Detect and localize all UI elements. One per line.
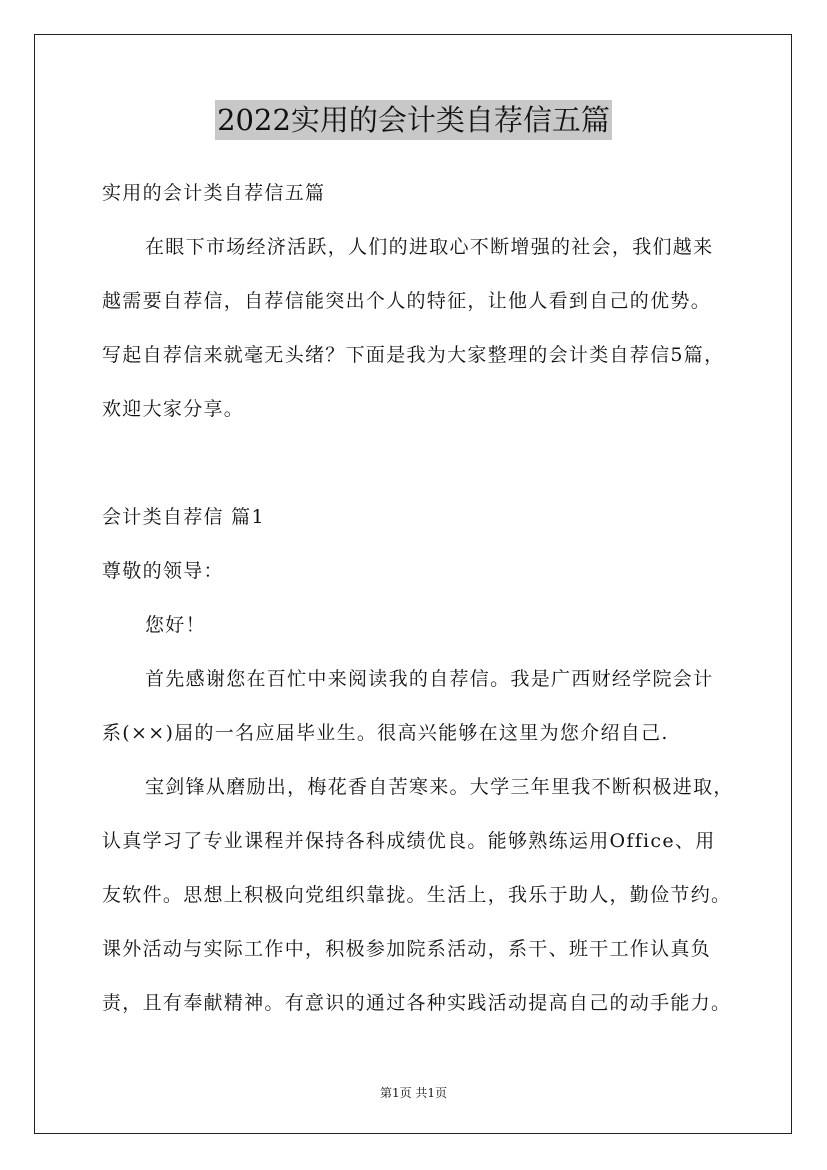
- paragraph-line: 宝剑锋从磨励出，梅花香自苦寒来。大学三年里我不断积极进取，: [145, 776, 734, 798]
- intro-line: 写起自荐信来就毫无头绪？下面是我为大家整理的会计类自荐信5篇，: [102, 344, 725, 366]
- paragraph-line: 友软件。思想上积极向党组织靠拢。生活上，我乐于助人，勤俭节约。: [102, 884, 732, 906]
- paragraph-line: 系(××)届的一名应届毕业生。很高兴能够在这里为您介绍自己.: [102, 722, 669, 744]
- paragraph-line: 首先感谢您在百忙中来阅读我的自荐信。我是广西财经学院会计: [145, 668, 714, 690]
- salutation: 尊敬的领导：: [102, 560, 224, 582]
- intro-line: 在眼下市场经济活跃，人们的进取心不断增强的社会，我们越来: [145, 236, 714, 258]
- page-footer: 第1页 共1页: [379, 1086, 448, 1100]
- title-container: [0, 100, 827, 140]
- intro-line: 欢迎大家分享。: [102, 398, 245, 420]
- paragraph-line: 认真学习了专业课程并保持各科成绩优良。能够熟练运用Office、用: [102, 830, 716, 852]
- document-subtitle: 实用的会计类自荐信五篇: [102, 182, 326, 204]
- paragraph-line: 责，且有奉献精神。有意识的通过各种实践活动提高自己的动手能力。: [102, 992, 732, 1014]
- paragraph-line: 课外活动与实际工作中，积极参加院系活动，系干、班干工作认真负: [102, 938, 712, 960]
- section-heading: 会计类自荐信 篇1: [102, 506, 265, 528]
- greeting: 您好！: [145, 614, 206, 636]
- document-title: 2022实用的会计类自荐信五篇: [215, 100, 612, 140]
- intro-line: 越需要自荐信，自荐信能突出个人的特征，让他人看到自己的优势。: [102, 290, 712, 312]
